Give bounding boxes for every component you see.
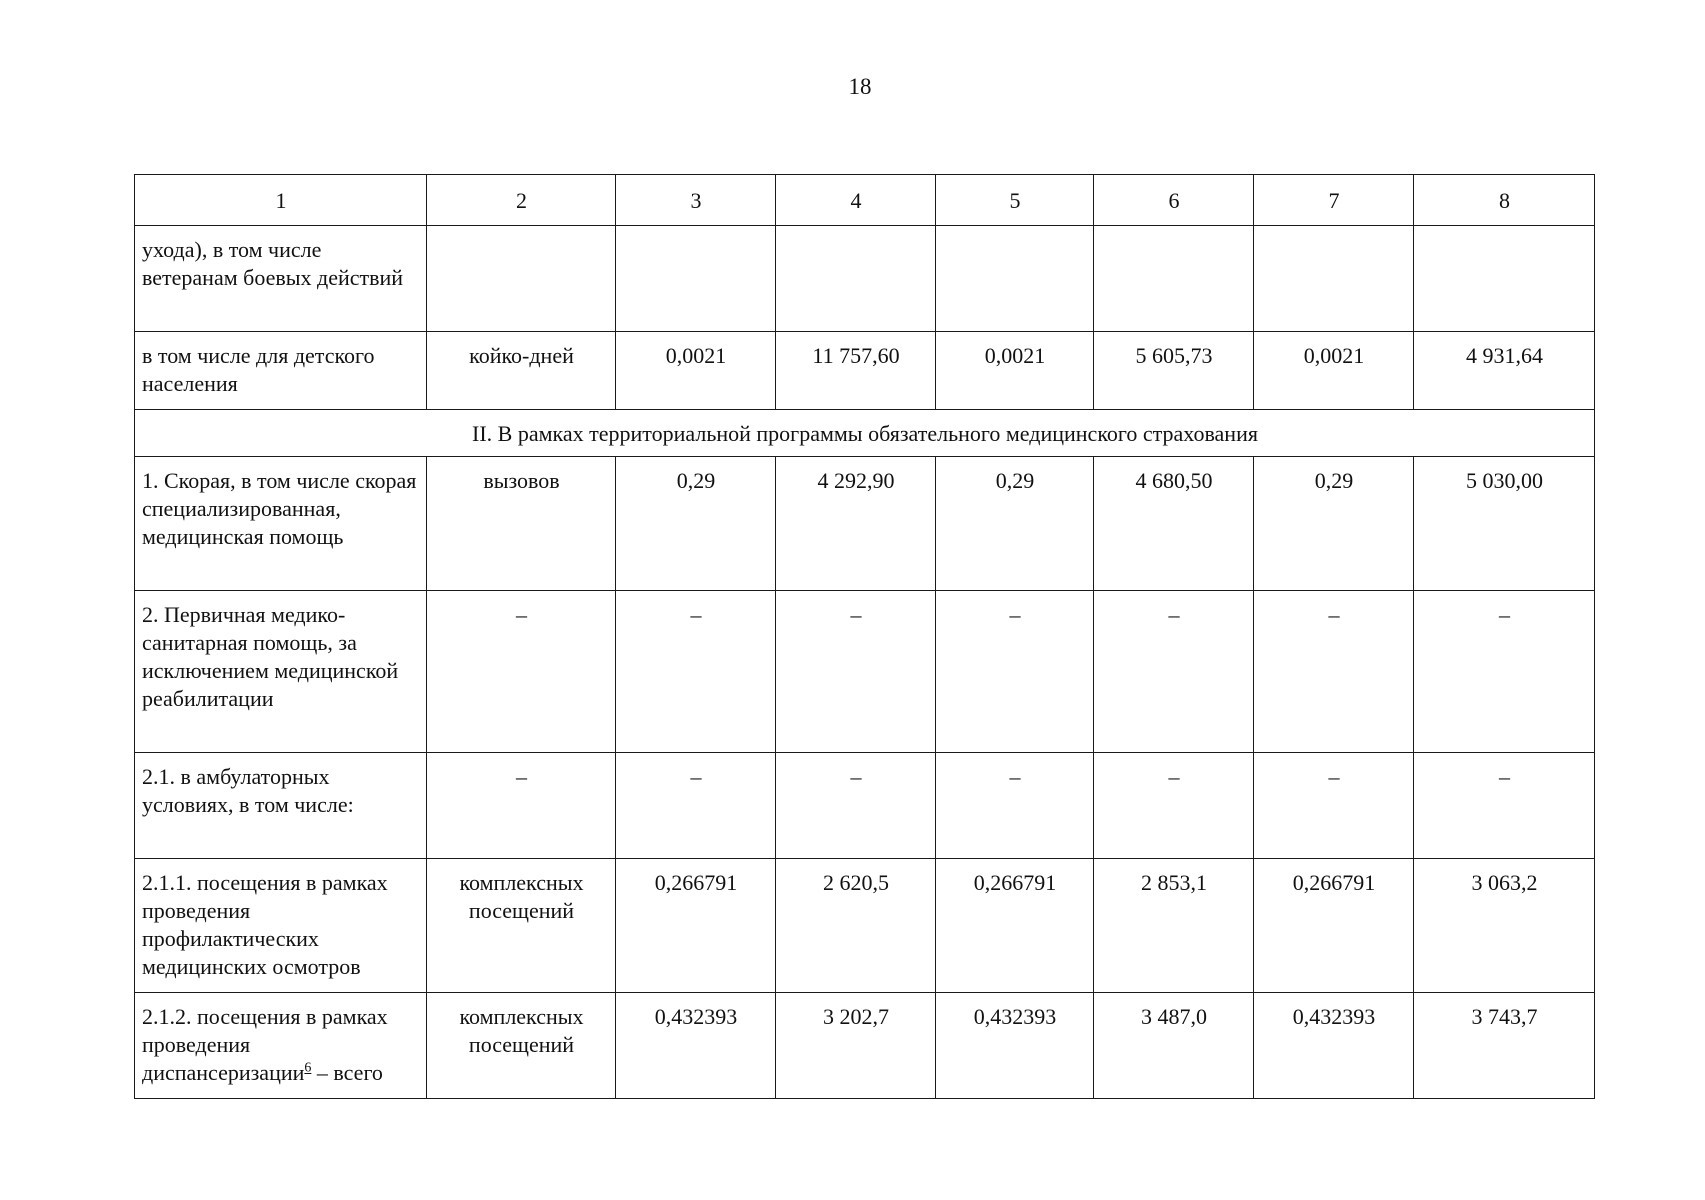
- header-cell: 8: [1414, 175, 1595, 226]
- table-cell: [776, 226, 936, 332]
- table-row: [135, 753, 1595, 859]
- unit-cell: койко-дней: [427, 332, 616, 410]
- page-number: 18: [848, 74, 872, 99]
- table-row: [135, 457, 1595, 591]
- header-cell: 1: [135, 175, 427, 226]
- row-label: [135, 993, 427, 1099]
- table-cell: 0,0021: [616, 332, 776, 410]
- table-cell: –: [936, 591, 1094, 753]
- table-cell: –: [1094, 753, 1254, 859]
- table-row: [135, 859, 1595, 993]
- table-cell: 3 743,7: [1414, 993, 1595, 1099]
- table-cell: [936, 226, 1094, 332]
- table-cell: 0,432393: [936, 993, 1094, 1099]
- table-cell: –: [1414, 591, 1595, 753]
- table-row: [135, 591, 1595, 753]
- table-cell: 0,29: [936, 457, 1094, 591]
- row-label: ухода), в том числе ветеранам боевых действий: [135, 226, 427, 332]
- table-cell: –: [936, 753, 1094, 859]
- unit-cell: –: [427, 753, 616, 859]
- header-cell: 6: [1094, 175, 1254, 226]
- table-cell: 5 030,00: [1414, 457, 1595, 591]
- table-cell: 0,0021: [1254, 332, 1414, 410]
- table-cell: 4 931,64: [1414, 332, 1595, 410]
- table-cell: 3 487,0: [1094, 993, 1254, 1099]
- table-cell: [427, 226, 616, 332]
- row-label: 2. Первичная медико-санитарная помощь, за исключением медицинской реабилитации: [135, 591, 427, 753]
- table-cell: –: [1254, 591, 1414, 753]
- row-label: 2.1.1. посещения в рамках проведения профилактических медицинских осмотров: [135, 859, 427, 993]
- footnote-marker: 6: [304, 1060, 312, 1076]
- table-cell: 2 853,1: [1094, 859, 1254, 993]
- row-label: 2.1. в амбулаторных условиях, в том числе:: [135, 753, 427, 859]
- table-row: [135, 332, 1595, 410]
- table-cell: –: [776, 591, 936, 753]
- table-cell: –: [616, 591, 776, 753]
- table-cell: 3 063,2: [1414, 859, 1595, 993]
- table-cell: 0,266791: [936, 859, 1094, 993]
- row-label: 1. Скорая, в том числе скорая специализированная, медицинская помощь: [135, 457, 427, 591]
- header-cell: 5: [936, 175, 1094, 226]
- table-cell: 0,266791: [1254, 859, 1414, 993]
- section-row: [135, 410, 1595, 457]
- header-cell: 3: [616, 175, 776, 226]
- row-label-suffix: – всего: [311, 1060, 383, 1085]
- header-cell: 7: [1254, 175, 1414, 226]
- table-cell: 5 605,73: [1094, 332, 1254, 410]
- header-cell: 4: [776, 175, 936, 226]
- section-heading: II. В рамках территориальной программы обязательного медицинского страхования: [135, 410, 1595, 457]
- row-label-text: 2.1.2. посещения в рамках проведения диспансеризации: [142, 1004, 388, 1085]
- table-cell: [1094, 226, 1254, 332]
- table-cell: 0,0021: [936, 332, 1094, 410]
- table-cell: –: [776, 753, 936, 859]
- table-cell: –: [1414, 753, 1595, 859]
- unit-cell: вызовов: [427, 457, 616, 591]
- header-cell: 2: [427, 175, 616, 226]
- table-cell: 0,266791: [616, 859, 776, 993]
- unit-cell: –: [427, 591, 616, 753]
- row-label: в том числе для детского населения: [135, 332, 427, 410]
- table-cell: 4 680,50: [1094, 457, 1254, 591]
- table-cell: –: [616, 753, 776, 859]
- table-cell: 0,29: [616, 457, 776, 591]
- unit-cell: комплексных посещений: [427, 993, 616, 1099]
- table-row: [135, 226, 1595, 332]
- table-cell: 0,29: [1254, 457, 1414, 591]
- data-table: [134, 174, 1595, 1099]
- table-cell: [1254, 226, 1414, 332]
- table-row: [135, 993, 1595, 1099]
- table-cell: 0,432393: [616, 993, 776, 1099]
- header-row: [135, 175, 1595, 226]
- table-cell: 11 757,60: [776, 332, 936, 410]
- table-cell: 2 620,5: [776, 859, 936, 993]
- table-cell: [616, 226, 776, 332]
- table-cell: 3 202,7: [776, 993, 936, 1099]
- table-cell: –: [1094, 591, 1254, 753]
- table-cell: 4 292,90: [776, 457, 936, 591]
- table-cell: 0,432393: [1254, 993, 1414, 1099]
- table-cell: –: [1254, 753, 1414, 859]
- unit-cell: комплексных посещений: [427, 859, 616, 993]
- table-cell: [1414, 226, 1595, 332]
